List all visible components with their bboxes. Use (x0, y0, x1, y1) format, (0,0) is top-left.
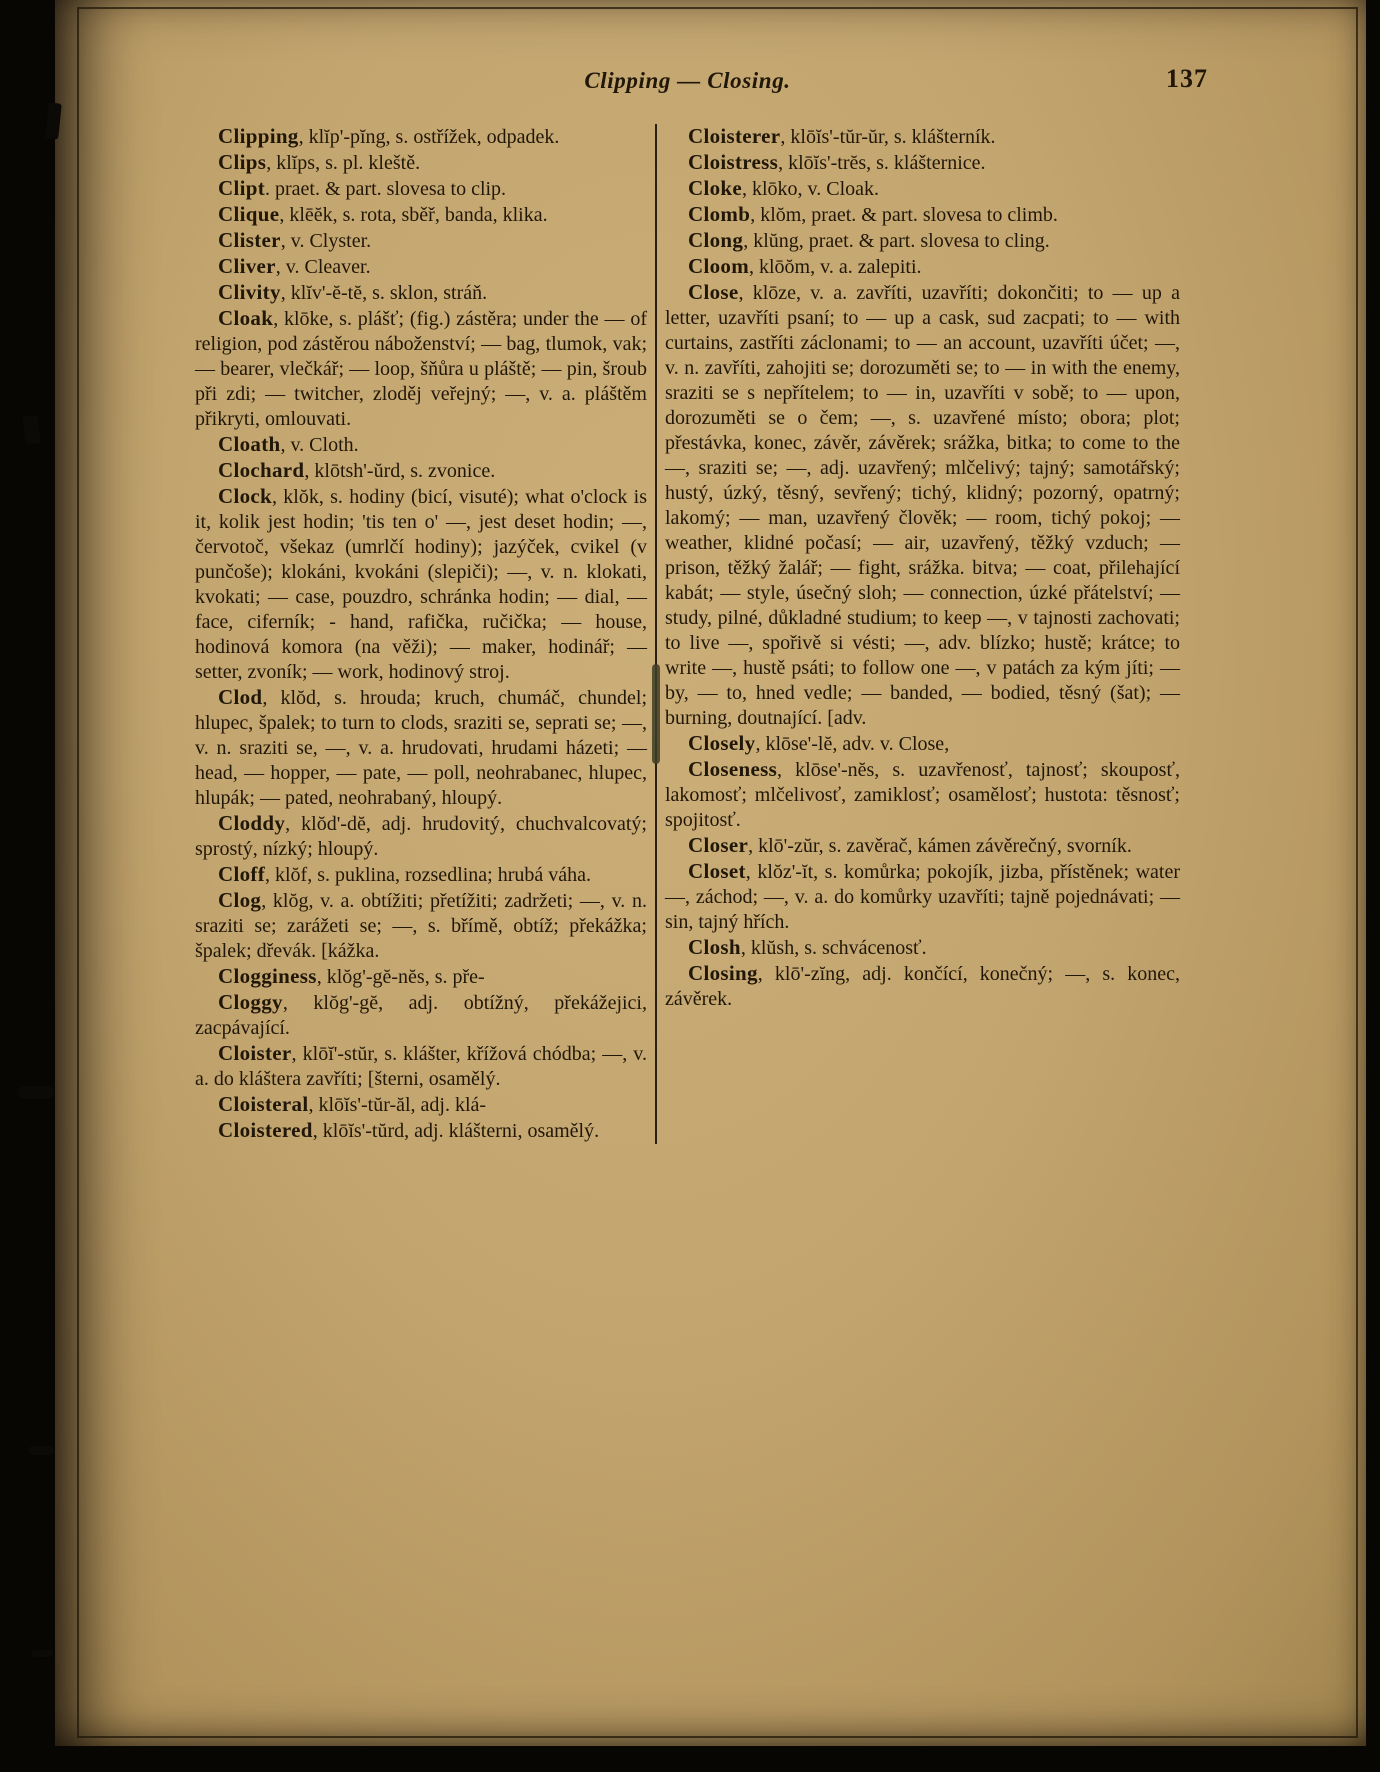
entry-body: , klōko, v. Cloak. (742, 178, 880, 200)
entry-headword: Closing (688, 961, 758, 985)
dictionary-entry (195, 306, 647, 432)
entry-headword: Cloff (218, 862, 265, 886)
dictionary-entry (195, 254, 647, 280)
entry-headword: Clique (218, 202, 280, 226)
dictionary-entry (665, 961, 1180, 1012)
running-header (195, 64, 1208, 114)
entry-headword: Closely (688, 731, 756, 755)
entry-headword: Close (688, 280, 739, 304)
dictionary-entry (195, 124, 647, 150)
dictionary-entry (195, 458, 647, 484)
dictionary-entry (195, 862, 647, 888)
entry-headword: Cloak (218, 306, 274, 330)
entry-body: , klŏf, s. puklina, rozsedlina; hrubá váha. (265, 864, 592, 886)
entry-headword: Clipt (218, 176, 266, 200)
dictionary-entry (665, 859, 1180, 935)
dictionary-entry (665, 202, 1180, 228)
entry-headword: Clochard (218, 458, 305, 482)
entry-headword: Clister (218, 228, 281, 252)
text-columns (195, 124, 1180, 1144)
dictionary-entry (665, 731, 1180, 757)
entry-body: , klōse'-lĕ, adv. v. Close, (755, 733, 950, 755)
entry-headword: Cloath (218, 432, 281, 456)
entry-body: , klōĭs'-tŭrd, adj. klášterni, osamělý. (312, 1120, 600, 1142)
dictionary-entry (665, 176, 1180, 202)
dictionary-entry (665, 124, 1180, 150)
column-divider-rule (655, 124, 657, 1144)
entry-body: , klēĕk, s. rota, sběř, banda, klika. (279, 204, 548, 226)
entry-headword: Cliver (218, 254, 276, 278)
entry-body: , klŏk, s. hodiny (bicí, visuté); what o'clock is it, kolik jest hodin; 'tis ten o' —, jest deset hodin; —, červotoč, všekaz (umrlčí hodiny); jazýček, cvikel (v punčoše); klokáni, kvokáni (slepiči); —, v. n. klokati, kvokati; — case, pouzdro, schránka hodin; — dial, — face, ciferník; - hand, rafička, ručička; — house, hodinová komora (na věži); — maker, hodinář; — setter, zvoník; — work, hodinový stroj. (195, 486, 647, 683)
entry-headword: Cloistered (218, 1118, 313, 1142)
entry-body: . praet. & part. slovesa to clip. (265, 178, 507, 200)
dictionary-entry (195, 1092, 647, 1118)
entry-headword: Clogginess (218, 964, 317, 988)
entry-body: , klŭsh, s. schvácenosť. (740, 937, 927, 959)
entry-body: , v. Cloth. (280, 434, 359, 456)
entry-body: , v. Clyster. (280, 230, 372, 252)
entry-headword: Clog (218, 888, 262, 912)
ink-mark (18, 1086, 54, 1099)
entry-body: , klŏz'-ĭt, s. komůrka; pokojík, jizba, přístěnek; water —, záchod; —, v. a. do komůrky uzavříti; tajně pojednávati; — sin, tajný hřích. (665, 861, 1180, 933)
entry-headword: Cloister (218, 1041, 292, 1065)
dictionary-entry (195, 685, 647, 811)
entry-headword: Clivity (218, 280, 281, 304)
entry-body: , klŏd, s. hrouda; kruch, chumáč, chundel; hlupec, špalek; to turn to clods, sraziti se, seprati se; —, v. n. sraziti se, —, v. a. hrudovati, hrudami házeti; — head, — hopper, — pate, — poll, neohrabanec, hlupec, hlupák; — pated, neohrabaný, hloupý. (195, 687, 647, 809)
entry-body: , klōze, v. a. zavříti, uzavříti; dokončiti; to — up a letter, uzavříti psaní; to — up a cask, sud zacpati; to — with curtains, zastříti záclonami; to — an account, uzavříti účet; —, v. n. zavříti, zahojiti se; dorozuměti se; to — in with the enemy, sraziti se s nepřítelem; to — in, uzavříti v sobě; to — upon, dorozuměti se o čem; —, s. uzavřené místo; obora; plot; přestávka, konec, závěr, závěrek; srážka, bitka; to come to the —, sraziti se; —, adj. uzavřený; mlčelivý; tajný; samotářský; hustý, úzký, těsný, sevřený; tichý, klidný; pozorný, opatrný; lakomý; — man, uzavřený člověk; — room, tichý pokoj; — weather, klidné počasí; — air, uzavřený, těžký vzduch; — prison, těžký žalář; — fight, srážka. bitva; — coat, přilehající kabát; — style, úsečný sloh; — connection, úzké přátelství; — study, pilné, důkladné studium; to keep —, v tajnosti zachovati; to live —, spořivě si vésti; —, adv. blízko; hustě; krátce; to write —, hustě psáti; to follow one —, v patách za kým jíti; — by, — to, hned vedle; — banded, — bodied, těsný (šat); — burning, doutnající. [adv. (665, 282, 1180, 729)
scanned-book-page (55, 0, 1366, 1746)
entry-headword: Cloom (688, 254, 749, 278)
entry-body: , klō'-zŭr, s. zavěrač, kámen závěrečný, svorník. (748, 835, 1132, 857)
dictionary-entry (195, 1118, 647, 1144)
entry-headword: Cloggy (218, 990, 283, 1014)
dictionary-entry (195, 1041, 647, 1092)
ink-mark (28, 1446, 54, 1455)
entry-headword: Closh (688, 935, 741, 959)
dictionary-entry (665, 254, 1180, 280)
entry-headword: Clipping (218, 124, 299, 148)
entry-headword: Closer (688, 833, 749, 857)
entry-body: , klōse'-nĕs, s. uzavřenosť, tajnosť; skouposť, lakomosť; mlčelivosť, zamiklosť; osamělosť; hustota: těsnosť; spojitosť. (665, 759, 1180, 831)
dictionary-entry (195, 280, 647, 306)
entry-body: , klŏd'-dĕ, adj. hrudovitý, chuchvalcovatý; sprostý, nízký; hloupý. (195, 813, 647, 860)
entry-body: , klĭp'-pĭng, s. ostřížek, odpadek. (298, 126, 560, 148)
entry-body: , klōĭs'-tŭr-ăl, adj. klá- (308, 1094, 487, 1116)
dictionary-entry (195, 432, 647, 458)
entry-body: , klōĭs'-trĕs, s. klášternice. (778, 152, 986, 174)
ink-mark (22, 415, 41, 445)
entry-headword: Cloisteral (218, 1092, 309, 1116)
dictionary-entry (195, 964, 647, 990)
entry-headword: Cloisterer (688, 124, 781, 148)
entry-body: , klō'-zĭng, adj. končící, konečný; —, s. konec, závěrek. (665, 963, 1180, 1010)
running-title: Clipping — Closing. (584, 68, 791, 93)
dictionary-entry (195, 990, 647, 1041)
dictionary-entry (195, 176, 647, 202)
dictionary-entry (665, 833, 1180, 859)
dictionary-entry (665, 935, 1180, 961)
entry-headword: Clong (688, 228, 744, 252)
entry-body: , klŏg, v. a. obtížiti; přetížiti; zadržeti; —, v. n. sraziti se; zarážeti se; —, s. břímě, obtíž; překážka; špalek; dřevák. [kážka. (195, 890, 647, 962)
dictionary-entry (665, 757, 1180, 833)
ink-mark (31, 1650, 53, 1657)
entry-body: , klōĭs'-tŭr-ŭr, s. klášterník. (780, 126, 996, 148)
dictionary-entry (195, 811, 647, 862)
entry-body: , klĭv'-ĕ-tĕ, s. sklon, stráň. (280, 282, 488, 304)
entry-headword: Closeness (688, 757, 778, 781)
entry-body: , klŏg'-gĕ, adj. obtížný, překážejici, zacpávající. (195, 992, 647, 1039)
page-content (195, 64, 1208, 1144)
dictionary-entry (195, 888, 647, 964)
dictionary-entry (195, 484, 647, 685)
column-left (195, 124, 647, 1144)
dictionary-entry (195, 228, 647, 254)
entry-body: , v. Cleaver. (275, 256, 371, 278)
entry-body: , klŏg'-gĕ-nĕs, s. pře- (316, 966, 485, 988)
entry-body: , klōĭ'-stŭr, s. klášter, křížová chódba; —, v. a. do kláštera zavříti; [šterni, osamělý. (195, 1043, 647, 1090)
entry-body: , klŭng, praet. & part. slovesa to cling. (743, 230, 1050, 252)
entry-headword: Cloke (688, 176, 742, 200)
ink-smudge (652, 664, 660, 764)
entry-body: , klōŏm, v. a. zalepiti. (749, 256, 922, 278)
entry-body: , klŏm, praet. & part. slovesa to climb. (750, 204, 1058, 226)
dictionary-entry (665, 280, 1180, 731)
entry-body: , klōke, s. plášť; (fig.) zástěra; under the — of religion, pod zástěrou náboženství; — bag, tlumok, vak; — bearer, vlečkář; — loop, šňůra u pláště; — pin, šroub při zdi; — twitcher, zloděj veřejný; —, v. a. pláštěm přikryti, omlouvati. (195, 308, 647, 430)
entry-body: , klĭps, s. pl. kleště. (266, 152, 421, 174)
entry-headword: Clod (218, 685, 263, 709)
dictionary-entry (195, 150, 647, 176)
entry-headword: Closet (688, 859, 746, 883)
page-number: 137 (1166, 64, 1208, 93)
dictionary-entry (665, 150, 1180, 176)
column-right (665, 124, 1180, 1144)
entry-headword: Cloistress (688, 150, 779, 174)
dictionary-entry (195, 202, 647, 228)
entry-headword: Clips (218, 150, 267, 174)
entry-headword: Cloddy (218, 811, 286, 835)
dictionary-entry (665, 228, 1180, 254)
entry-headword: Clock (218, 484, 272, 508)
entry-headword: Clomb (688, 202, 751, 226)
entry-body: , klōtsh'-ŭrd, s. zvonice. (304, 460, 496, 482)
